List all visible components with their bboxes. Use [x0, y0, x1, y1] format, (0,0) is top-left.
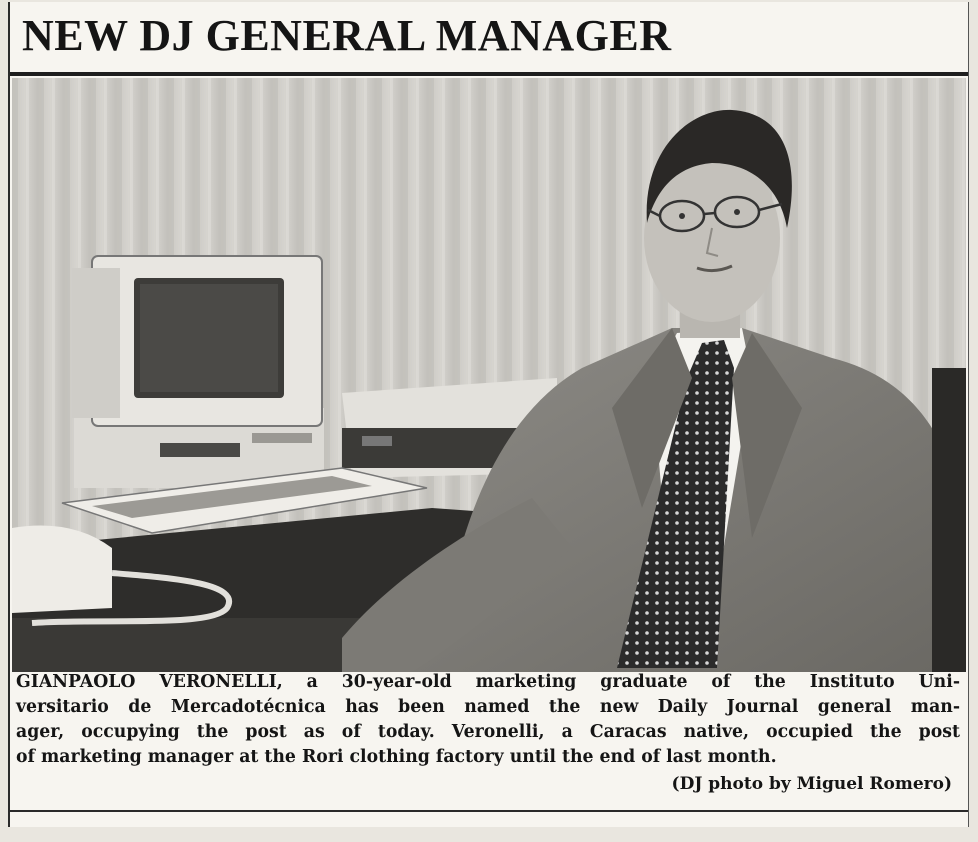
headline: NEW DJ GENERAL MANAGER: [22, 11, 672, 60]
headline-rule: [10, 72, 968, 76]
caption-line: of marketing manager at the Rori clothing factory until the end of last month.: [16, 747, 777, 767]
newspaper-clipping: [8, 2, 969, 827]
news-photo: [12, 78, 966, 672]
caption-line: versitario de Mercadotécnica has been named the new Daily Journal general man-: [16, 697, 960, 717]
photo-credit: (DJ photo by Miguel Romero): [671, 774, 952, 794]
photo-portrait-icon: [12, 78, 966, 672]
caption-line: GIANPAOLO VERONELLI, a 30-year-old marketing graduate of the Instituto Uni-: [16, 672, 960, 692]
bottom-rule: [10, 810, 968, 812]
photo-caption: [16, 670, 960, 770]
caption-line: ager, occupying the post as of today. Veronelli, a Caracas native, occupied the post: [16, 722, 960, 742]
